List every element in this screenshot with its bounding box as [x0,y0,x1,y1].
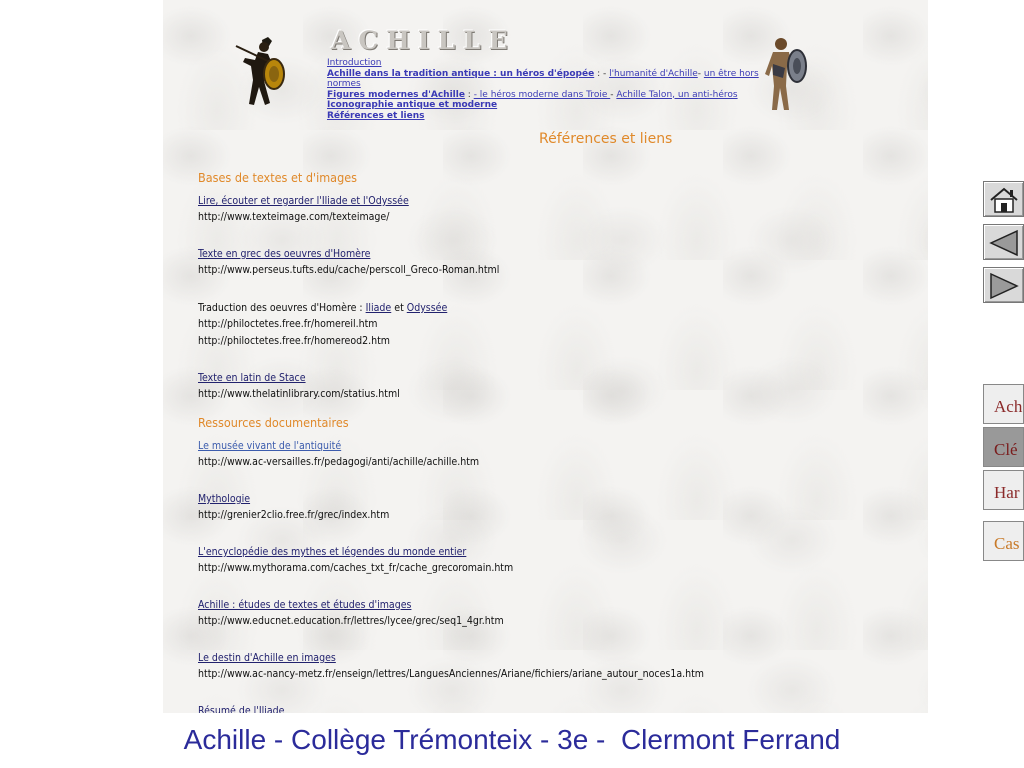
section-heading: Bases de textes et d'images [198,170,357,185]
reference-link[interactable]: Le musée vivant de l'antiquité [198,440,342,452]
web-page-frame [163,0,928,713]
list-item [198,699,918,713]
reference-label-text: Traduction des oeuvres d'Homère : [198,302,366,314]
forward-arrow-icon [987,271,1021,301]
forward-button[interactable] [983,267,1024,303]
odyssee-link[interactable]: Odyssée [406,302,448,314]
list-item [198,242,918,279]
nav-iconographie-link[interactable]: Iconographie antique et moderne [327,100,498,110]
home-button[interactable] [983,181,1024,217]
reference-link[interactable]: Achille : études de textes et études d'images [198,599,412,611]
list-item [198,189,918,226]
tab-har[interactable] [983,470,1024,510]
modern-achilles-image [761,34,811,114]
list-item [198,301,918,350]
list-item [198,540,918,577]
list-item [198,366,918,403]
reference-link[interactable]: Résumé de l'Iliade [198,705,285,713]
reference-url: http://www.perseus.tufts.edu/cache/perscoll_Greco-Roman.html [198,264,500,276]
nav-references-link[interactable]: Références et liens [327,110,425,121]
references-content [198,166,918,713]
nav-humanite-link[interactable]: l'humanité d'Achille [609,68,698,79]
tab-cas[interactable] [983,521,1024,561]
tab-cle[interactable] [983,427,1024,467]
page-heading: Références et liens [539,131,673,147]
list-item [198,593,918,630]
site-title: ACHILLE [331,26,516,55]
nav-achille-talon-link[interactable]: Achille Talon, un anti-héros [616,89,738,100]
reference-label [198,301,918,316]
reference-url: http://www.ac-versailles.fr/pedagogi/anti/achille/achille.htm [198,456,480,468]
nav-separator: - [697,68,704,79]
tab-label: Ach [994,397,1023,416]
site-navigation [327,58,767,121]
section-heading: Ressources documentaires [198,415,349,430]
reference-link[interactable]: Le destin d'Achille en images [198,652,336,664]
tab-label: Cas [994,534,1020,553]
achilles-warrior-image [228,36,288,112]
reference-url: http://philoctetes.free.fr/homereod2.htm [198,335,391,347]
nav-hors-normes-link[interactable]: un être hors [703,68,759,79]
reference-link[interactable]: Texte en grec des oeuvres d'Homère [198,248,371,260]
nav-hors-normes-link-continued[interactable]: normes [327,79,361,89]
tab-label: Clé [994,440,1018,459]
footer-caption: Achille - Collège Trémonteix - 3e - Clermont Ferrand [183,724,841,755]
reference-url: http://grenier2clio.free.fr/grec/index.htm [198,509,390,521]
back-arrow-icon [987,228,1021,258]
home-icon [987,185,1021,215]
back-button[interactable] [983,224,1024,260]
list-item [198,434,918,471]
reference-link[interactable]: Texte en latin de Stace [198,372,306,384]
tab-achille[interactable] [983,384,1024,424]
reference-url: http://www.ac-nancy-metz.fr/enseign/lettres/LanguesAnciennes/Ariane/fichiers/ariane_autour_noces1a.htm [198,668,705,680]
nav-separator: : [464,89,474,100]
reference-url: http://www.thelatinlibrary.com/statius.html [198,388,400,400]
nav-introduction-link[interactable]: Introduction [327,58,382,68]
reference-link[interactable]: Lire, écouter et regarder l'Iliade et l'Odyssée [198,195,409,207]
nav-figures-modernes-link[interactable]: Figures modernes d'Achille [327,89,465,100]
list-item [198,487,918,524]
reference-url: http://philoctetes.free.fr/homereil.htm [198,318,378,330]
nav-heros-troie-link[interactable]: - le héros moderne dans Troie [473,89,611,100]
reference-url: http://www.texteimage.com/texteimage/ [198,211,390,223]
reference-joiner: et [391,302,407,314]
iliade-link[interactable]: Iliade [365,302,392,314]
nav-tradition-link[interactable]: Achille dans la tradition antique : un héros d'épopée [327,68,595,79]
reference-url: http://www.educnet.education.fr/lettres/lycee/grec/seq1_4gr.htm [198,615,504,627]
nav-separator: - [610,89,617,100]
reference-url: http://www.mythorama.com/caches_txt_fr/cache_grecoromain.htm [198,562,514,574]
nav-separator: : - [594,68,610,79]
reference-link[interactable]: L'encyclopédie des mythes et légendes du monde entier [198,546,467,558]
reference-link[interactable]: Mythologie [198,493,251,505]
tab-label: Har [994,483,1020,502]
list-item [198,646,918,683]
